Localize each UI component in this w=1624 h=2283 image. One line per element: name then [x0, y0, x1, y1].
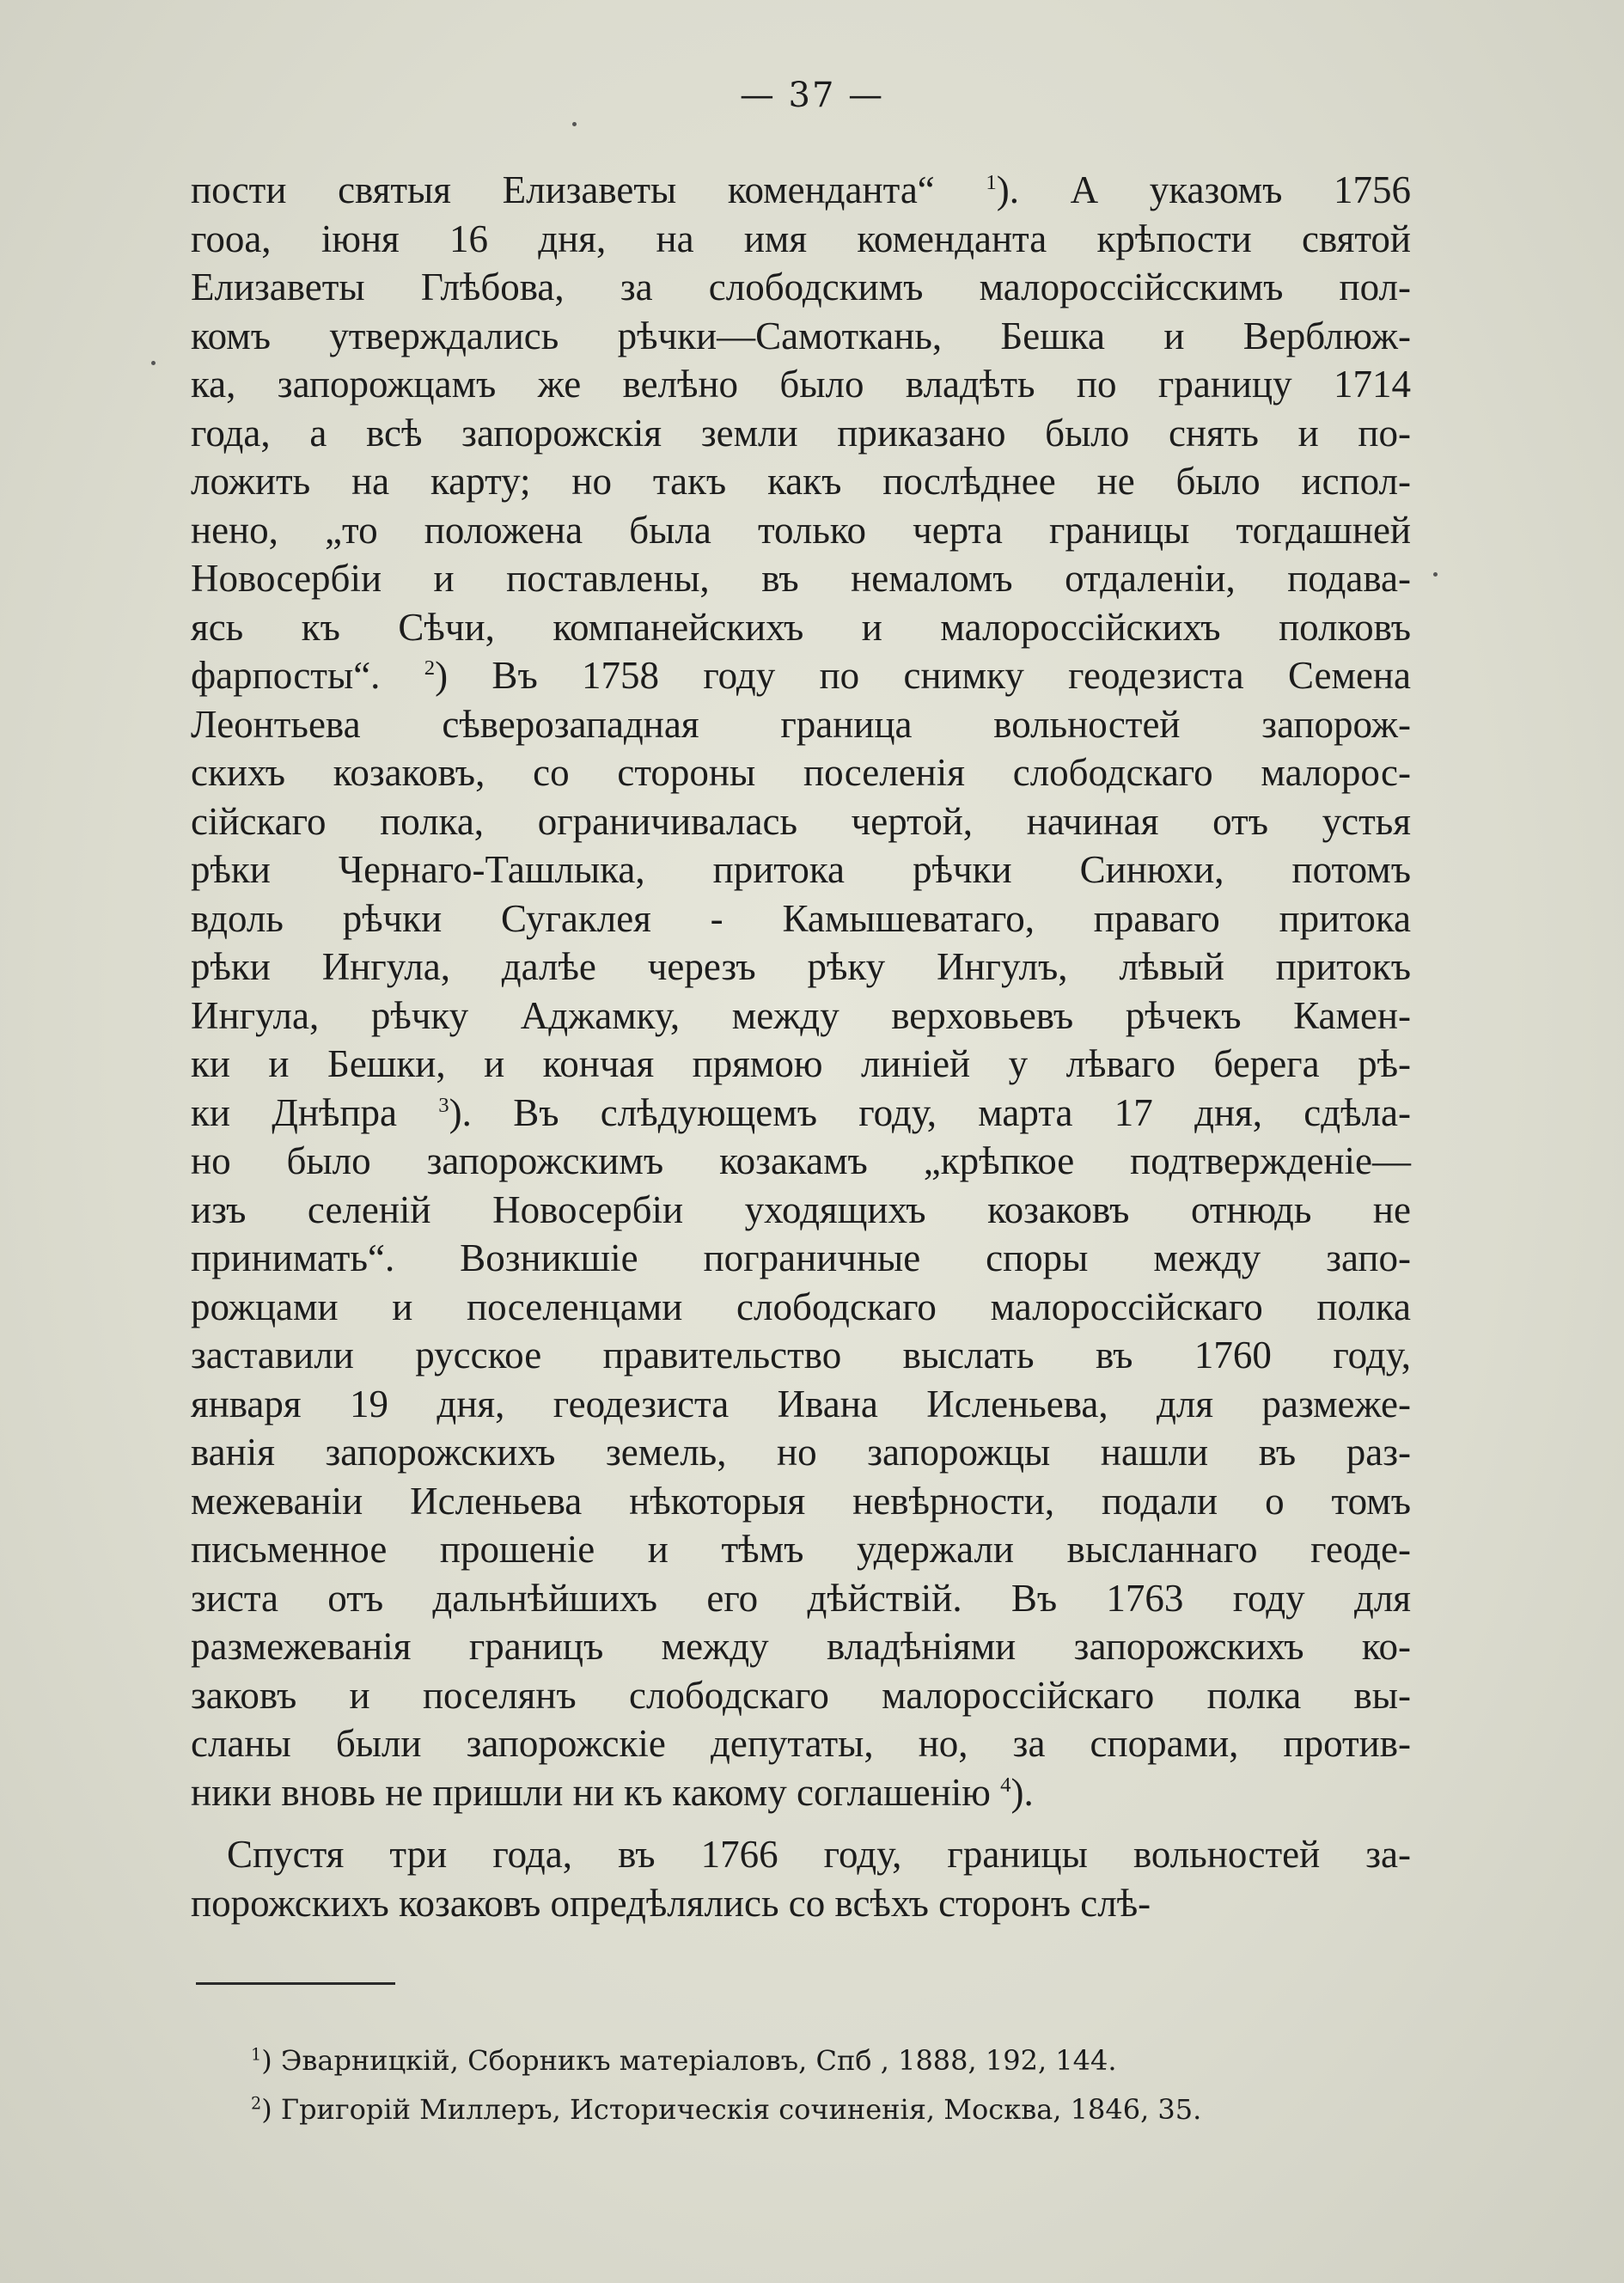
line-text: рѣки Чернаго-Ташлыка, притока рѣчки Синюхи, потомъ	[191, 848, 1411, 891]
line-text: письменное прошенiе и тѣмъ удержали высланнаго геоде-	[191, 1528, 1411, 1571]
text-line	[191, 166, 1411, 215]
line-text: межеванiи Исленьева нѣкоторыя невѣрности, подали о томъ	[191, 1479, 1411, 1523]
line-text: года, а всѣ запорожскiя земли приказано было снять и по-	[191, 411, 1411, 455]
text-line	[191, 215, 1411, 264]
line-text: порожскихъ козаковъ опредѣлялись со всѣхъ сторонъ слѣ-	[191, 1881, 1151, 1925]
text-line	[191, 1186, 1411, 1235]
line-text: Новосербiи и поставлены, въ немаломъ отдаленiи, подава-	[191, 557, 1411, 600]
text-line	[191, 1525, 1411, 1574]
footnote-text: ) Григорiй Миллеръ, Историческiя сочиненiя, Москва, 1846, 35.	[261, 2093, 1202, 2126]
line-text: нено, „то положена была только черта границы тогдашней	[191, 508, 1411, 552]
text-line	[191, 651, 1411, 700]
line-text: ). Въ слѣдующемъ году, марта 17 дня, сдѣла-	[449, 1090, 1412, 1134]
text-line	[191, 894, 1411, 943]
line-text: ванiя запорожскихъ земель, но запорожцы нашли въ раз-	[191, 1431, 1411, 1474]
text-line	[191, 554, 1411, 603]
text-line	[191, 1830, 1411, 1879]
text-line	[191, 1719, 1411, 1768]
text-line	[191, 1671, 1411, 1720]
line-text: ) Въ 1758 году по снимку геодезиста Семена	[435, 654, 1411, 697]
text-line	[191, 1040, 1411, 1089]
print-speck	[572, 122, 577, 126]
footnote-marker: 3	[438, 1093, 449, 1117]
line-text: рѣки Ингула, далѣе черезъ рѣку Ингулъ, лѣвый притокъ	[191, 945, 1411, 988]
text-line	[191, 506, 1411, 555]
line-text: Спустя три года, въ 1766 году, границы вольностей за-	[227, 1833, 1411, 1876]
text-line	[191, 943, 1411, 992]
body-text	[191, 166, 1411, 1927]
footnote	[251, 2036, 1368, 2085]
text-line	[191, 992, 1411, 1041]
text-line	[191, 603, 1411, 652]
text-line	[191, 1879, 1411, 1928]
line-text: зиста отъ дальнѣйшихъ его дѣйствiй. Въ 1763 году для	[191, 1576, 1411, 1620]
text-line	[191, 845, 1411, 894]
footnote-separator	[196, 1982, 395, 1985]
line-text: Елизаветы Глѣбова, за слободскимъ малороссiйсскимъ пол-	[191, 266, 1411, 308]
line-text: пости святыя Елизаветы коменданта“	[191, 168, 986, 211]
line-text: комъ утверждались рѣчки—Самоткань, Бешка и Верблюж-	[191, 314, 1411, 357]
line-text: вдоль рѣчки Сугаклея - Камышеватаго, праваго притока	[191, 896, 1411, 940]
text-line	[191, 1089, 1411, 1138]
line-text: фарпосты“.	[191, 654, 424, 697]
footnote-number: 2	[251, 2093, 262, 2114]
footnote-marker: 1	[986, 171, 997, 194]
text-line	[191, 797, 1411, 846]
line-text: ки и Бешки, и кончая прямою линiей у лѣваго берега рѣ-	[191, 1042, 1411, 1085]
text-line	[191, 1477, 1411, 1526]
line-text: Леонтьева сѣверозападная граница вольностей запорож-	[191, 702, 1411, 746]
line-text: ки Днѣпра	[191, 1090, 439, 1134]
text-line	[191, 1428, 1411, 1477]
text-line	[191, 1574, 1411, 1623]
text-line	[191, 1234, 1411, 1283]
footnote-marker: 2	[424, 656, 436, 680]
paragraph-2	[191, 1830, 1411, 1927]
text-line	[191, 1137, 1411, 1186]
line-text: ка, запорожцамъ же велѣно было владѣть по границу 1714	[191, 363, 1411, 406]
text-line	[191, 700, 1411, 749]
line-text: заставили русское правительство выслать въ 1760 году,	[191, 1334, 1411, 1377]
text-line	[191, 748, 1411, 797]
text-line	[191, 1380, 1411, 1429]
text-line	[191, 409, 1411, 458]
line-text: сланы были запорожскiе депутаты, но, за спорами, против-	[191, 1722, 1411, 1765]
line-text: рожцами и поселенцами слободскаго малороссiйскаго полка	[191, 1285, 1411, 1328]
text-line	[191, 312, 1411, 361]
text-line	[191, 1622, 1411, 1671]
line-text: января 19 дня, геодезиста Ивана Исленьева, для размеже-	[191, 1382, 1411, 1425]
line-text: ).	[1010, 1770, 1034, 1814]
line-text: ники вновь не пришли ни къ какому соглашенiю	[191, 1770, 1001, 1814]
line-text: ложить на карту; но такъ какъ послѣднее не было испол-	[191, 460, 1411, 503]
footnote-number: 1	[251, 2044, 262, 2065]
text-line	[191, 360, 1411, 409]
line-text: но было запорожскимъ козакамъ „крѣпкое подтвержденiе—	[191, 1139, 1411, 1182]
text-line	[191, 457, 1411, 506]
line-text: изъ селенiй Новосербiи уходящихъ козаковъ отнюдь не	[191, 1187, 1411, 1231]
print-speck	[151, 361, 156, 365]
text-line	[191, 1768, 1411, 1817]
line-text: ясь къ Сѣчи, компанейскихъ и малороссiйскихъ полковъ	[191, 605, 1411, 649]
text-line	[191, 263, 1411, 312]
line-text: сiйскаго полка, ограничивалась чертой, начиная отъ устья	[191, 799, 1411, 843]
line-text: размежеванiя границъ между владѣнiями запорожскихъ ко-	[191, 1625, 1411, 1668]
line-text: Ингула, рѣчку Аджамку, между верховьевъ рѣчекъ Камен-	[191, 993, 1411, 1037]
line-text: гооа, iюня 16 дня, на имя коменданта крѣпости святой	[191, 217, 1411, 260]
paragraph-1	[191, 166, 1411, 1816]
text-line	[191, 1331, 1411, 1380]
text-line	[191, 1283, 1411, 1332]
footnote-marker: 4	[1000, 1773, 1011, 1797]
page-number: — 37 —	[739, 76, 885, 115]
line-text: скихъ козаковъ, со стороны поселенiя слободскаго малорос-	[191, 751, 1411, 794]
footnote	[251, 2085, 1368, 2134]
line-text: ). А указомъ 1756	[996, 168, 1411, 211]
footnotes	[251, 2036, 1368, 2134]
line-text: принимать“. Возникшiе пограничные споры между запо-	[191, 1236, 1411, 1279]
line-text: заковъ и поселянъ слободскаго малороссiйскаго полка вы-	[191, 1673, 1411, 1717]
footnote-text: ) Эварницкiй, Сборникъ матерiаловъ, Спб , 1888, 192, 144.	[261, 2044, 1117, 2077]
print-speck	[1433, 572, 1438, 577]
